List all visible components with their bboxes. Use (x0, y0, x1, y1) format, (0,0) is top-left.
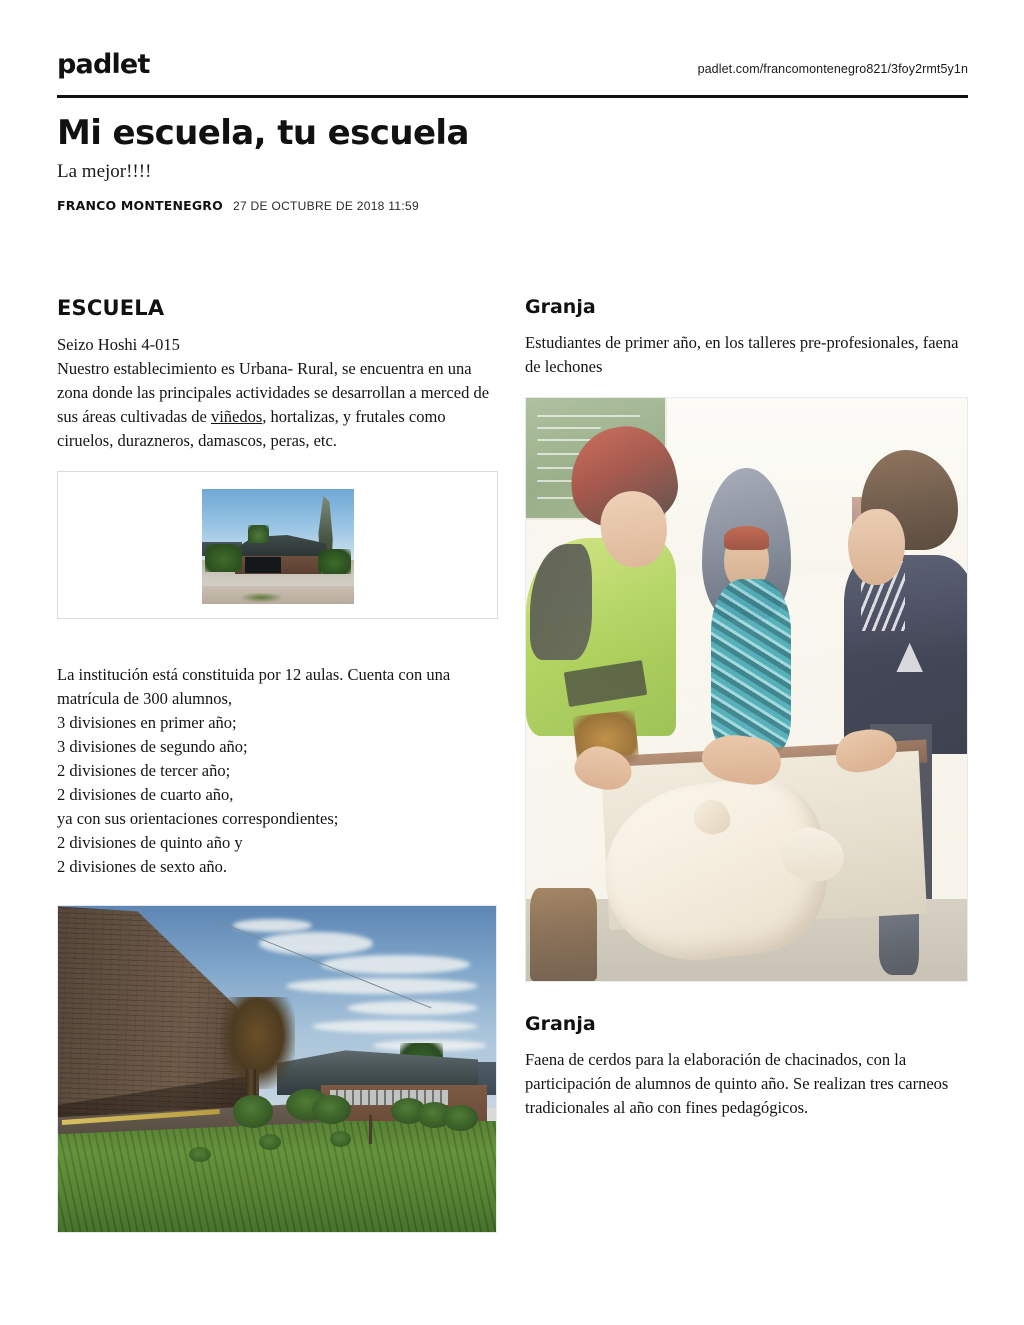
hedge-shrub (233, 1095, 272, 1128)
card-title-granja-1: Granja (525, 296, 596, 318)
escuela-paragraph-1 (57, 333, 498, 453)
card-title-escuela: ESCUELA (57, 296, 165, 320)
cloud (286, 978, 479, 994)
escuela-school-code: Seizo Hoshi 4-015 (57, 335, 180, 354)
photo-palm-canopy (220, 997, 294, 1088)
small-shrub (189, 1147, 211, 1162)
page-title: Mi escuela, tu escuela (57, 113, 469, 153)
metal-drum (530, 888, 596, 981)
cloud (347, 1001, 478, 1016)
granja-2-text: Faena de cerdos para la elaboración de chacinados, con la participación de alumnos de quinto año. Se realizan tres carneos tradicionales al año con fines pedagógicos. (525, 1050, 949, 1117)
escuela-p2-line: 3 divisiones de segundo año; (57, 737, 248, 756)
page-subtitle: La mejor!!!! (57, 161, 152, 182)
fence-post (369, 1115, 373, 1144)
escuela-link-vinedos[interactable]: viñedos (210, 407, 263, 426)
chalk-writing (537, 467, 573, 469)
cloud (259, 932, 373, 955)
byline-date: 27 DE OCTUBRE DE 2018 11:59 (232, 199, 419, 213)
escuela-description-b: , hortalizas, y frutales como ciruelos, durazneros, damascos, peras, etc. (57, 407, 446, 450)
padlet-url[interactable]: padlet.com/francomontenegro821/3foy2rmt5y1n (697, 62, 968, 76)
thumb-bush-left (205, 544, 241, 572)
escuela-p2-line: 2 divisiones de sexto año. (57, 857, 228, 876)
left-column (57, 295, 498, 1233)
escuela-p2-line: matrícula de 300 alumnos, (57, 689, 233, 708)
student-center-hair (724, 526, 768, 549)
escuela-p2-line: La institución está constituida por 12 aulas. Cuenta con una (57, 665, 451, 684)
escuela-paragraph-2 (57, 663, 498, 879)
title-block (57, 112, 968, 214)
escuela-description-a: Nuestro establecimiento es Urbana- Rural, se encuentra en una zona donde las principales actividades se desarrollan a merced de sus áreas cultivadas de (57, 359, 490, 426)
escuela-p2-line: 2 divisiones de quinto año y (57, 833, 243, 852)
thumb-palm-tree (248, 525, 269, 543)
escuela-p2-line: 2 divisiones de cuarto año, (57, 785, 234, 804)
right-column (525, 295, 968, 1120)
thumb-entrance (245, 557, 281, 573)
chalk-writing (537, 427, 601, 429)
escuela-p2-line: 3 divisiones en primer año; (57, 713, 237, 732)
escuela-p2-line: ya con sus orientaciones correspondientes; (57, 809, 339, 828)
students-farm-workshop-photo[interactable] (525, 397, 968, 982)
school-entrance-thumbnail-image[interactable] (202, 489, 354, 604)
header-divider (57, 95, 968, 98)
school-thumbnail-frame (57, 471, 498, 619)
escuela-p2-line: 2 divisiones de tercer año; (57, 761, 231, 780)
padlet-logo[interactable]: padlet (57, 49, 150, 80)
byline (57, 198, 968, 214)
chalk-writing (537, 415, 640, 417)
granja-1-text: Estudiantes de primer año, en los talleres pre-profesionales, faena de lechones (525, 333, 959, 376)
thumb-bush-right (318, 549, 351, 574)
page-header (57, 50, 968, 100)
byline-author: FRANCO MONTENEGRO (57, 198, 223, 213)
card-title-granja-2: Granja (525, 1013, 596, 1035)
student-center-scarf (711, 579, 790, 754)
cloud (233, 919, 312, 932)
thumb-grass-patch (242, 593, 282, 602)
school-building-exterior-photo[interactable] (57, 905, 497, 1233)
